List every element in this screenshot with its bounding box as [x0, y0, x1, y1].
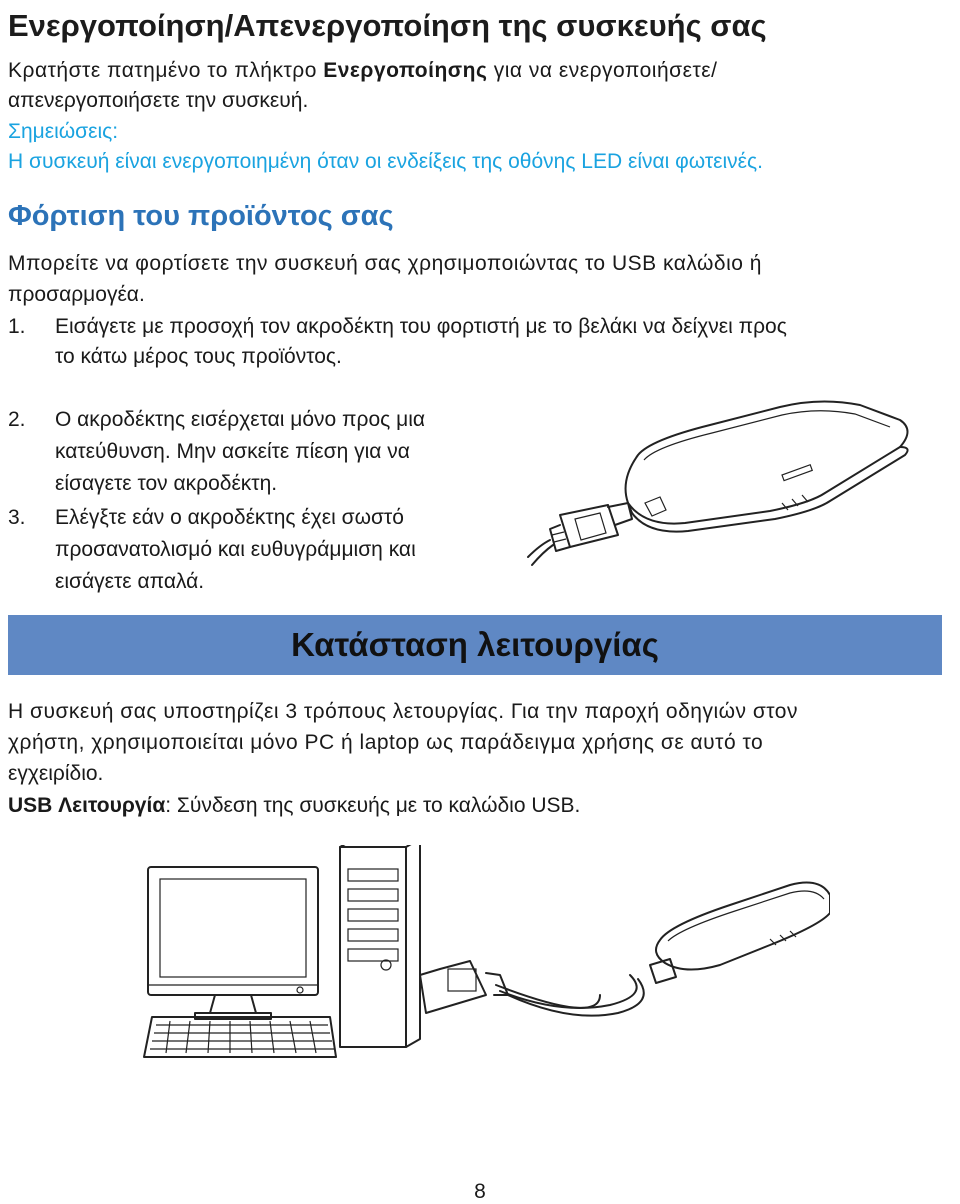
step1-line1: Εισάγετε με προσοχή τον ακροδέκτη του φορτιστή με το βελάκι να δείχνει προς	[55, 315, 787, 338]
operation-mode-title: Κατάσταση λειτουργίας	[291, 626, 659, 663]
mobile-router-device-icon	[650, 883, 830, 983]
charging-intro-line1: Μπορείτε να φορτίσετε την συσκευή σας χρησιμοποιώντας το USB καλώδιο ή	[8, 252, 762, 275]
operation-mode-banner	[8, 615, 942, 675]
notes-text: Η συσκευή είναι ενεργοποιημένη όταν οι ενδείξεις της οθόνης LED είναι φωτεινές.	[8, 150, 763, 173]
step2-line3: είσαγετε τον ακροδέκτη.	[55, 472, 278, 495]
pc-tower-icon	[340, 845, 420, 1047]
power-instruction-line2: απενεργοποιήσετε την συσκευή.	[8, 89, 309, 112]
mobile-router-device-icon	[626, 401, 908, 531]
step2-number: 2.	[8, 408, 26, 431]
step2-line2: κατεύθυνση. Μην ασκείτε πίεση για να	[55, 440, 410, 463]
usb-mode-line: USB Λειτουργία: Σύνδεση της συσκευής με το καλώδιο USB.	[8, 794, 581, 817]
usb-dongle-icon	[420, 961, 600, 1013]
charging-intro-line2: προσαρμογέα.	[8, 283, 145, 306]
step3-line2: προσανατολισμό και ευθυγράμμιση και	[55, 538, 416, 561]
notes-label: Σημειώσεις:	[8, 120, 119, 143]
section-title-charging: Φόρτιση του προϊόντος σας	[8, 200, 394, 232]
usb-mode-label: USB Λειτουργία	[8, 794, 166, 817]
modes-line3: εγχειρίδιο.	[8, 762, 104, 785]
step3-line3: εισάγετε απαλά.	[55, 570, 205, 593]
modes-line1: Η συσκευή σας υποστηρίζει 3 τρόπους λετουργίας. Για την παροχή οδηγιών στον	[8, 700, 798, 723]
keyboard-icon	[144, 1017, 336, 1057]
section-title-power: Ενεργοποίηση/Απενεργοποίηση της συσκευής σας	[8, 8, 767, 43]
power-instruction-line1: Κρατήστε πατημένο το πλήκτρο Ενεργοποίησης για να ενεργοποιήσετε/	[8, 59, 718, 82]
step3-number: 3.	[8, 506, 26, 529]
charging-connector-illustration	[520, 385, 940, 610]
power-button-name: Ενεργοποίησης	[323, 59, 488, 82]
monitor-icon	[148, 867, 318, 1019]
step1-number: 1.	[8, 315, 26, 338]
usb-connection-illustration	[130, 845, 830, 1075]
modes-line2: χρήστη, χρησιμοποιείται μόνο PC ή laptop ως παράδειγμα χρήσης σε αυτό το	[8, 731, 764, 754]
step2-line1: Ο ακροδέκτης εισέρχεται μόνο προς μια	[55, 408, 426, 431]
page-number: 8	[474, 1180, 486, 1203]
step3-line1: Ελέγξτε εάν ο ακροδέκτης έχει σωστό	[55, 506, 404, 529]
step1-line2: το κάτω μέρος τους προϊόντος.	[55, 345, 342, 368]
usb-plug-icon	[528, 503, 632, 565]
